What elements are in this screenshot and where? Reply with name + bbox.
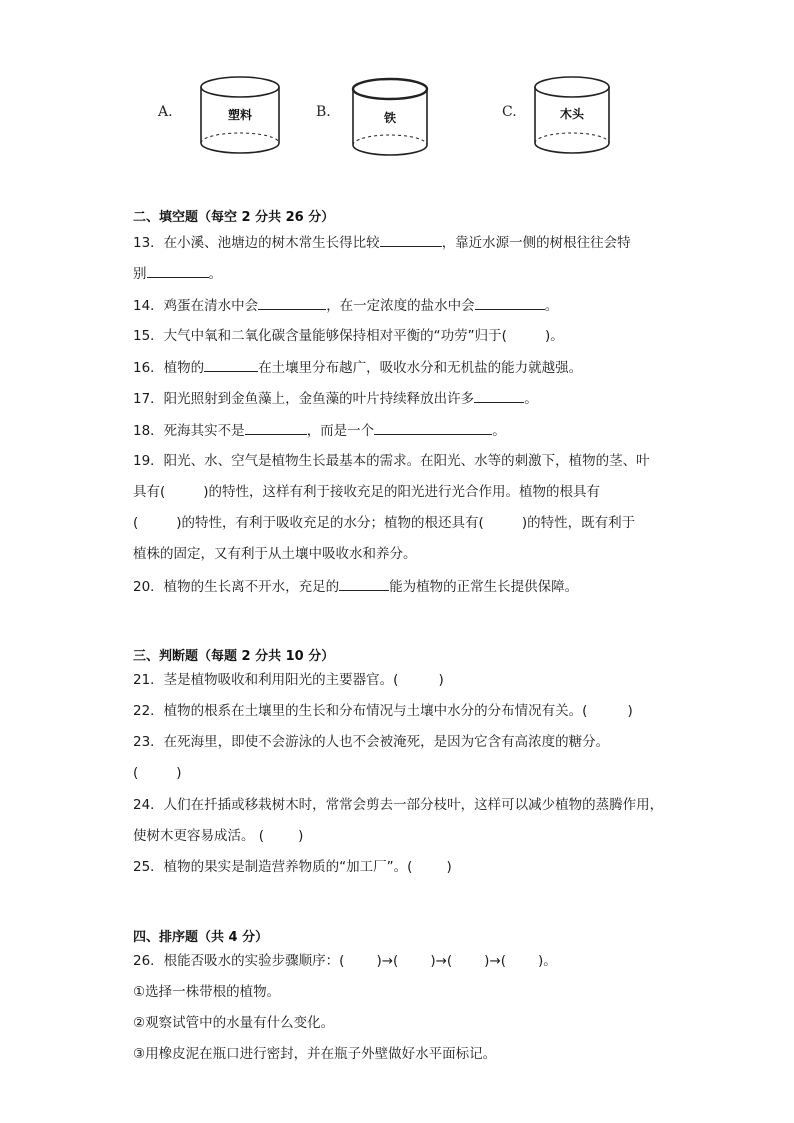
- q26-step-2: ②观察试管中的水量有什么变化。: [133, 1015, 335, 1031]
- q17-blank[interactable]: [474, 389, 524, 403]
- q16-blank[interactable]: [204, 358, 258, 372]
- q13-blank-1[interactable]: [380, 233, 442, 247]
- question-19-line-3: ( )的特性，有利于吸收充足的水分；植物的根还具有( )的特性，既有利于: [133, 515, 636, 531]
- q14-blank-1[interactable]: [258, 296, 326, 310]
- q20-blank[interactable]: [339, 577, 389, 591]
- question-14: 14．鸡蛋在清水中会 ，在一定浓度的盐水中会 。: [133, 298, 559, 314]
- option-b-letter: B.: [316, 104, 331, 120]
- q26-step-3: ③用橡皮泥在瓶口进行密封，并在瓶子外壁做好水平面标记。: [133, 1046, 497, 1062]
- question-21: 21．茎是植物吸收和利用阳光的主要器官。( ): [133, 672, 444, 688]
- question-13-cont: 别 。: [133, 266, 222, 282]
- question-16: 16．植物的 在土壤里分布越广，吸收水分和无机盐的能力就越强。: [133, 360, 583, 376]
- question-17: 17．阳光照射到金鱼藻上，金鱼藻的叶片持续释放出许多 。: [133, 391, 538, 407]
- option-a-letter: A.: [158, 104, 173, 120]
- option-c-label: 木头: [559, 107, 585, 121]
- option-c-cylinder[interactable]: [532, 74, 612, 160]
- section-order-title: 四、排序题（共 4 分）: [133, 930, 269, 945]
- q14-blank-2[interactable]: [475, 296, 545, 310]
- question-22: 22．植物的根系在土壤里的生长和分布情况与土壤中水分的分布情况有关。( ): [133, 703, 633, 719]
- q18-blank-1[interactable]: [245, 421, 307, 435]
- question-13: 13．在小溪、池塘边的树木常生长得比较 ，靠近水源一侧的树根往往会特: [133, 235, 631, 251]
- question-25: 25．植物的果实是制造营养物质的“加工厂”。( ): [133, 859, 452, 875]
- option-a-cylinder[interactable]: [198, 74, 282, 160]
- question-26: 26．根能否吸水的实验步骤顺序：( )→( )→( )→( )。: [133, 953, 557, 969]
- question-24-cont: 使树木更容易成活。 ( ): [133, 828, 304, 844]
- question-15: 15．大气中氧和二氧化碳含量能够保持相对平衡的“功劳”归于( )。: [133, 328, 564, 344]
- q26-step-1: ①选择一株带根的植物。: [133, 984, 281, 1000]
- question-19-line-2: 具有( )的特性，这样有利于接收充足的阳光进行光合作用。植物的根具有: [133, 484, 601, 500]
- q13-blank-2[interactable]: [147, 264, 209, 278]
- question-18: 18．死海其实不是 ，而是一个 。: [133, 423, 506, 439]
- question-19-line-1: 19．阳光、水、空气是植物生长最基本的需求。在阳光、水等的刺激下，植物的茎、叶: [133, 453, 650, 469]
- section-fill-title: 二、填空题（每空 2 分共 26 分）: [133, 210, 335, 225]
- question-23: 23．在死海里，即使不会游泳的人也不会被淹死，是因为它含有高浓度的糖分。: [133, 734, 610, 750]
- option-b-label: 铁: [383, 111, 397, 125]
- question-23-answer: ( ): [133, 765, 182, 781]
- option-c-letter: C.: [502, 104, 517, 120]
- question-24: 24．人们在扦插或移栽树木时，常常会剪去一部分枝叶，这样可以减少植物的蒸腾作用，: [133, 797, 664, 813]
- question-20: 20．植物的生长离不开水，充足的 能为植物的正常生长提供保障。: [133, 579, 579, 595]
- option-a-label: 塑料: [227, 108, 253, 122]
- q18-blank-2[interactable]: [374, 421, 492, 435]
- section-judge-title: 三、判断题（每题 2 分共 10 分）: [133, 649, 335, 664]
- option-b-cylinder[interactable]: [350, 76, 430, 162]
- question-19-line-4: 植株的固定，又有利于从土壤中吸收水和养分。: [133, 546, 417, 562]
